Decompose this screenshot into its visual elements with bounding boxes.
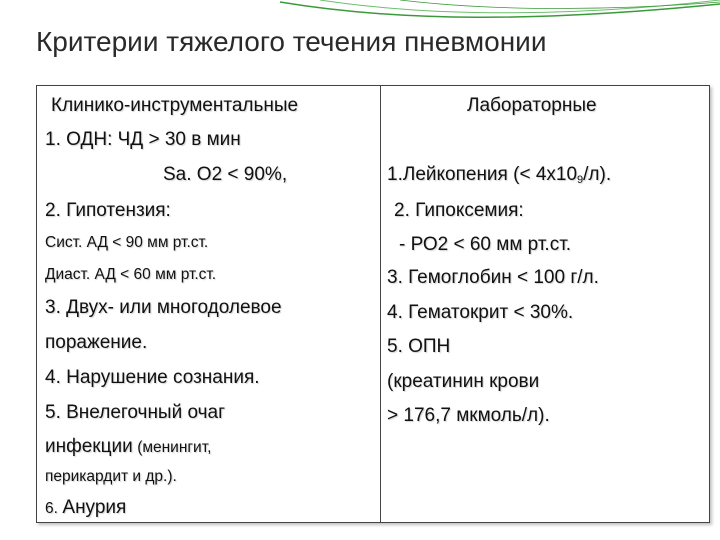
right-item: 2. Гипоксемия: [394,200,524,221]
right-item: 4. Гематокрит < 30%. [387,302,574,323]
left-item-text: инфекции [45,436,133,457]
left-item: поражение. [45,332,148,353]
left-item: 5. Внелегочный очаг [45,402,226,423]
right-item-text: 1.Лейкопения (< 4х10 [387,164,578,185]
decorative-curves [280,0,720,26]
left-item: 4. Нарушение сознания. [45,367,260,388]
right-item: 3. Гемоглобин < 100 г/л. [387,267,599,288]
right-item: (креатинин крови [387,371,540,392]
right-item: - РО2 < 60 мм рт.ст. [399,234,572,255]
left-item [45,497,126,519]
right-item-exponent: 9 [577,174,584,186]
left-item-note: (менингит, [137,439,212,456]
left-item: 3. Двух- или многодолевое [45,297,282,318]
left-item [45,436,211,458]
right-item [387,164,611,186]
left-item-text: Анурия [62,497,127,518]
criteria-table [36,85,710,523]
right-item-text: /л). [583,164,612,185]
left-item-number: 6. [45,500,58,517]
left-item: перикардит и др.). [45,468,177,485]
left-item: Диаст. АД < 60 мм рт.ст. [45,266,217,283]
right-item: > 176,7 мкмоль/л). [387,405,550,426]
left-item: 1. ОДН: ЧД > 30 в мин [45,129,241,150]
right-column-header: Лабораторные [467,95,597,116]
left-item: Sa. O2 < 90%, [163,164,288,185]
column-divider [380,86,381,522]
right-item: 5. ОПН [387,336,451,357]
left-column-header: Клинико-инструментальные [51,95,299,116]
left-item: Сист. АД < 90 мм рт.ст. [45,234,209,251]
page-title: Критерии тяжелого течения пневмонии [36,26,547,57]
left-item: 2. Гипотензия: [45,200,171,221]
